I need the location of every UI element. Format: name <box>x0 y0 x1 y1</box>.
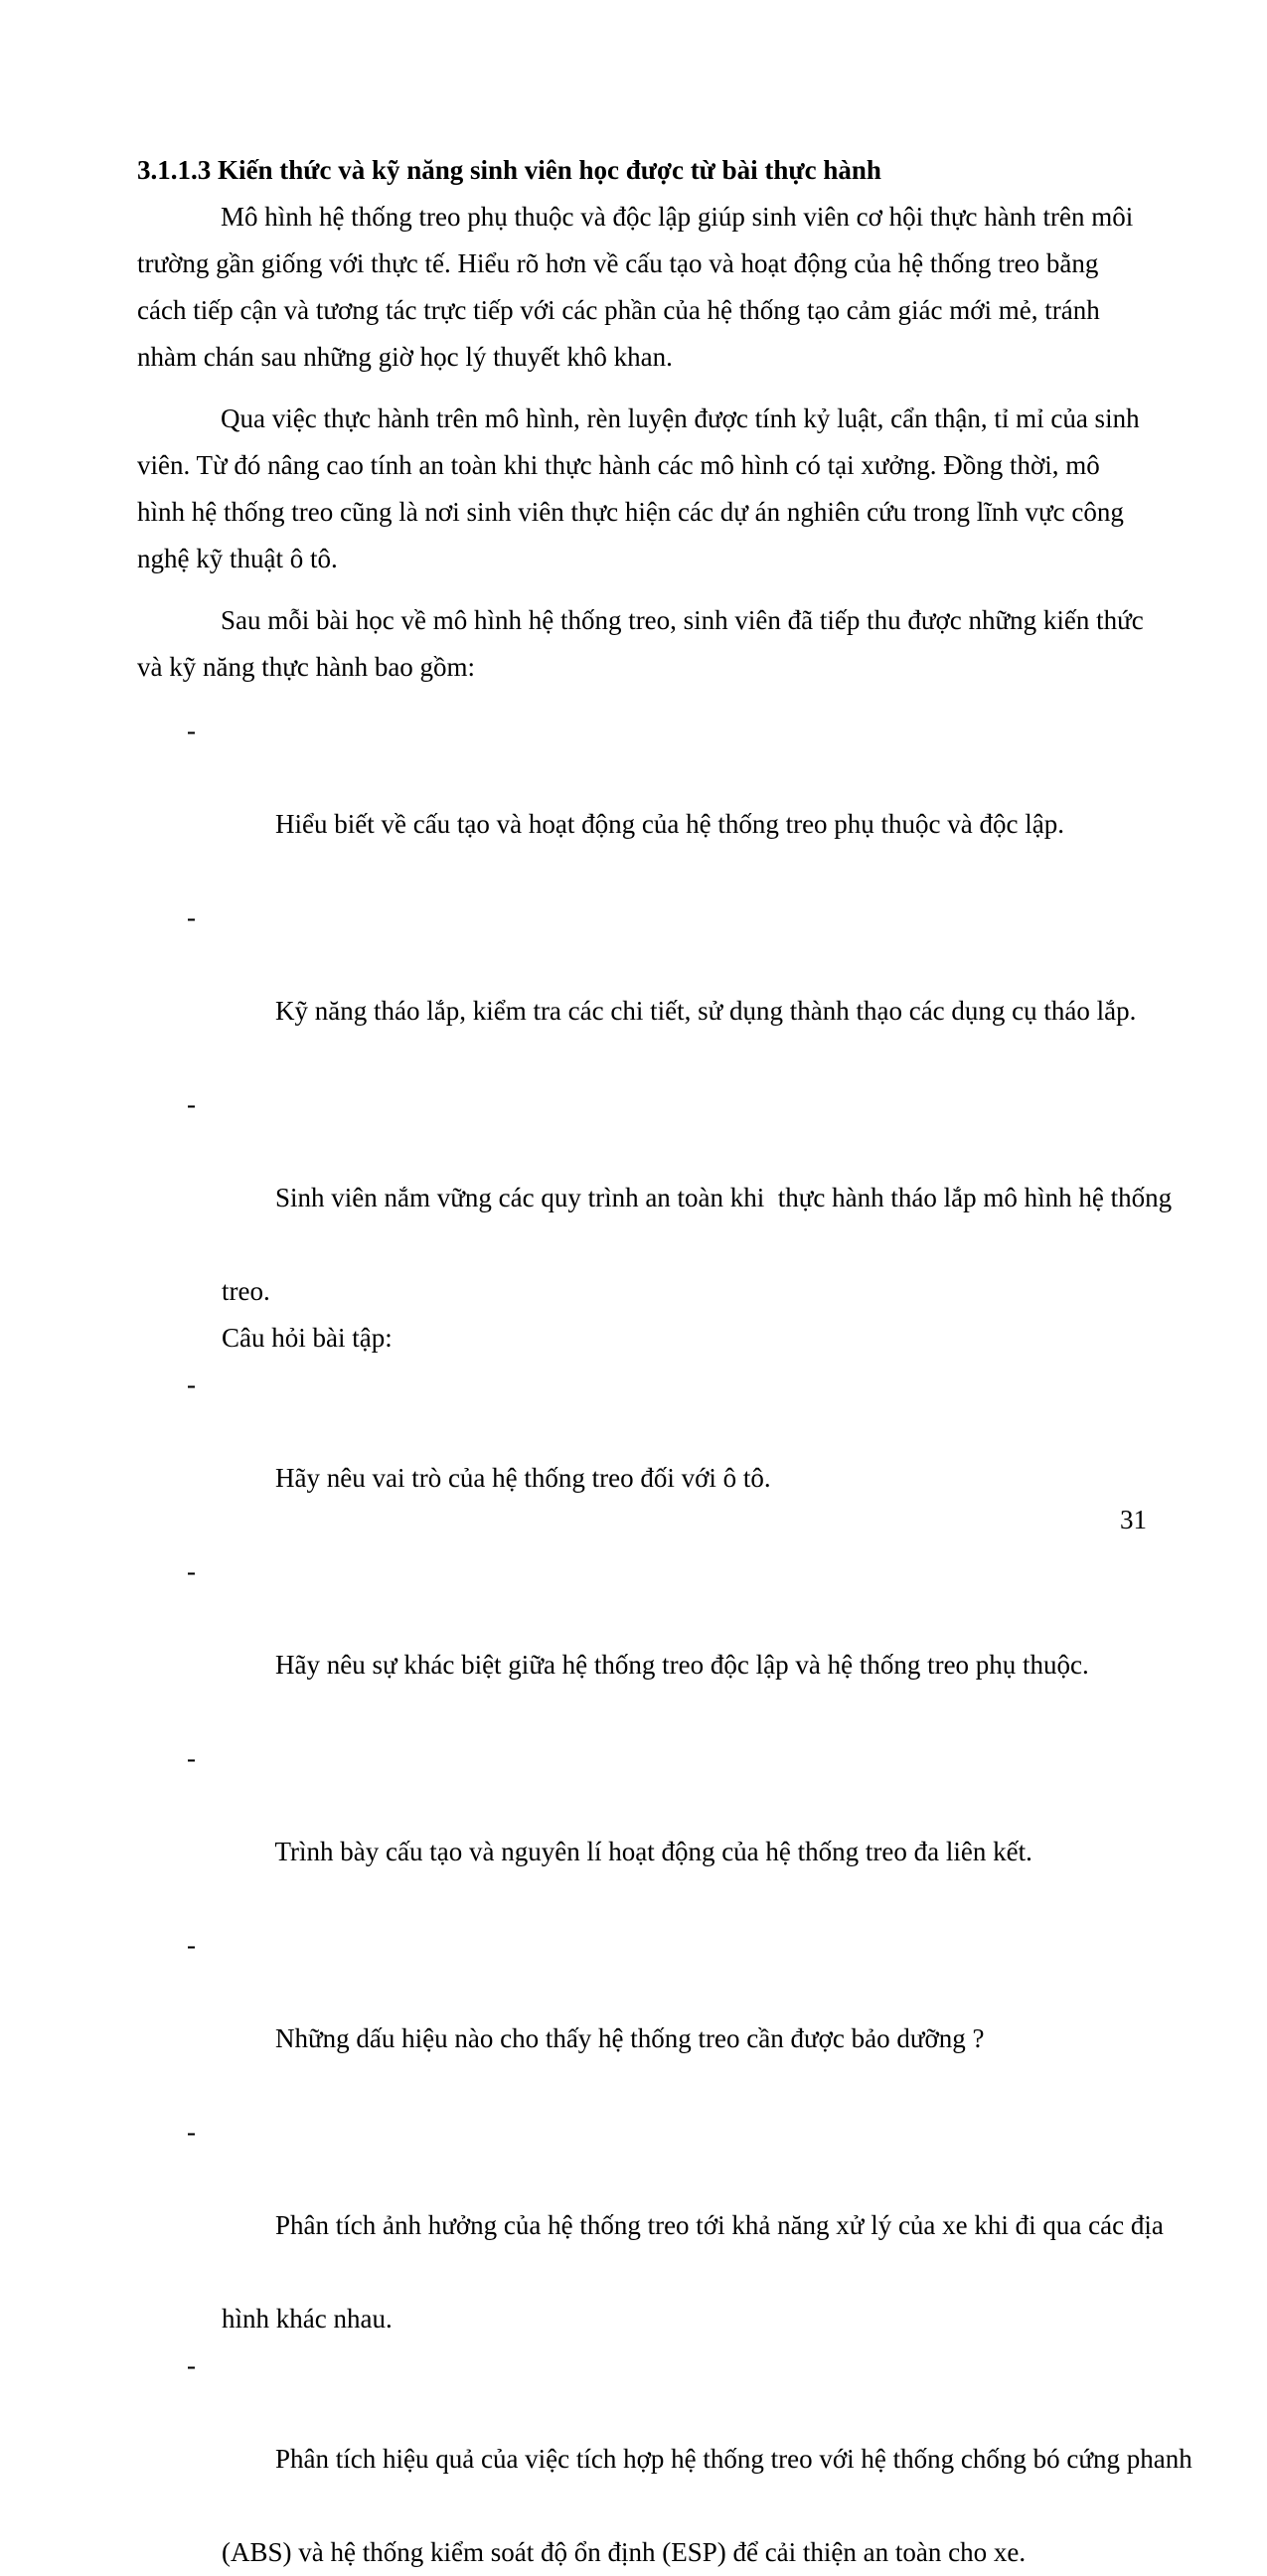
bullet-dash: - <box>187 1556 196 1586</box>
bullet-dash: - <box>187 1930 196 1960</box>
list-item <box>137 2109 1164 2296</box>
list-item <box>137 1362 1161 1548</box>
skills-bullet-list <box>137 708 1192 2576</box>
list-item-text: Phân tích hiệu quả của việc tích hợp hệ thống treo với hệ thống chống bó cứng phanh <box>275 2444 1192 2474</box>
bullet-dash: - <box>187 716 196 745</box>
bullet-dash: - <box>187 2117 196 2147</box>
paragraph-line: Sau mỗi bài học về mô hình hệ thống treo, sinh viên đã tiếp thu được những kiến thức <box>221 605 1144 635</box>
paragraph-line: viên. Từ đó nâng cao tính an toàn khi thực hành các mô hình có tại xưởng. Đồng thời, mô <box>137 450 1100 480</box>
paragraph <box>137 396 1161 582</box>
paragraph <box>137 194 1161 381</box>
list-item <box>137 2342 1192 2529</box>
paragraph-line: nhàm chán sau những giờ học lý thuyết khô khan. <box>137 342 673 372</box>
paragraph <box>137 597 1161 691</box>
list-item-text: Trình bày cấu tạo và nguyên lí hoạt động của hệ thống treo đa liên kết. <box>274 1837 1032 1866</box>
list-item-text: Sinh viên nắm vững các quy trình an toàn khi thực hành tháo lắp mô hình hệ thống <box>275 1183 1173 1212</box>
list-item-text: Phân tích ảnh hưởng của hệ thống treo tới khả năng xử lý của xe khi đi qua các địa <box>275 2210 1164 2240</box>
list-item <box>137 894 1161 1081</box>
paragraph-line: Qua việc thực hành trên mô hình, rèn luyện được tính kỷ luật, cẩn thận, tỉ mỉ của sinh <box>221 403 1140 433</box>
list-item <box>137 1922 1161 2109</box>
list-item-text: Hãy nêu vai trò của hệ thống treo đối với ô tô. <box>275 1463 771 1493</box>
list-item <box>137 1735 1161 1922</box>
list-item-text: Hãy nêu sự khác biệt giữa hệ thống treo độc lập và hệ thống treo phụ thuộc. <box>275 1650 1089 1680</box>
list-item-text: Hiểu biết về cấu tạo và hoạt động của hệ thống treo phụ thuộc và độc lập. <box>275 809 1064 839</box>
bullet-dash: - <box>187 1089 196 1119</box>
paragraph-line: Mô hình hệ thống treo phụ thuộc và độc lập giúp sinh viên cơ hội thực hành trên môi <box>221 202 1134 232</box>
list-item <box>137 1548 1161 1735</box>
bullet-dash: - <box>187 902 196 932</box>
bullet-dash: - <box>187 2350 196 2380</box>
bullet-dash: - <box>187 1743 196 1773</box>
section-heading: 3.1.1.3 Kiến thức và kỹ năng sinh viên học được từ bài thực hành <box>137 155 881 185</box>
list-item-text: Những dấu hiệu nào cho thấy hệ thống treo cần được bảo dưỡng ? <box>275 2023 985 2053</box>
paragraph-line: nghệ kỹ thuật ô tô. <box>137 544 338 573</box>
questions-label: Câu hỏi bài tập: <box>222 1323 393 1353</box>
list-item-continuation: (ABS) và hệ thống kiểm soát độ ổn định (ESP) để cải thiện an toàn cho xe. <box>222 2537 1027 2567</box>
list-item-text: Kỹ năng tháo lắp, kiểm tra các chi tiết, sử dụng thành thạo các dụng cụ tháo lắp. <box>275 996 1137 1026</box>
list-item <box>137 1081 1173 1268</box>
bullet-dash: - <box>187 1369 196 1399</box>
paragraph-line: hình hệ thống treo cũng là nơi sinh viên thực hiện các dự án nghiên cứu trong lĩnh vực công <box>137 497 1124 527</box>
list-item-continuation: treo. <box>222 1276 270 1306</box>
paragraph-line: cách tiếp cận và tương tác trực tiếp với các phần của hệ thống tạo cảm giác mới mẻ, tránh <box>137 295 1100 325</box>
list-item <box>137 708 1161 894</box>
list-item-continuation: hình khác nhau. <box>222 2304 393 2334</box>
page-number: 31 <box>1120 1505 1147 1534</box>
paragraph-line: và kỹ năng thực hành bao gồm: <box>137 652 476 682</box>
document-content <box>137 147 1192 2576</box>
paragraph-line: trường gần giống với thực tế. Hiểu rõ hơn về cấu tạo và hoạt động của hệ thống treo bằng <box>137 248 1099 278</box>
